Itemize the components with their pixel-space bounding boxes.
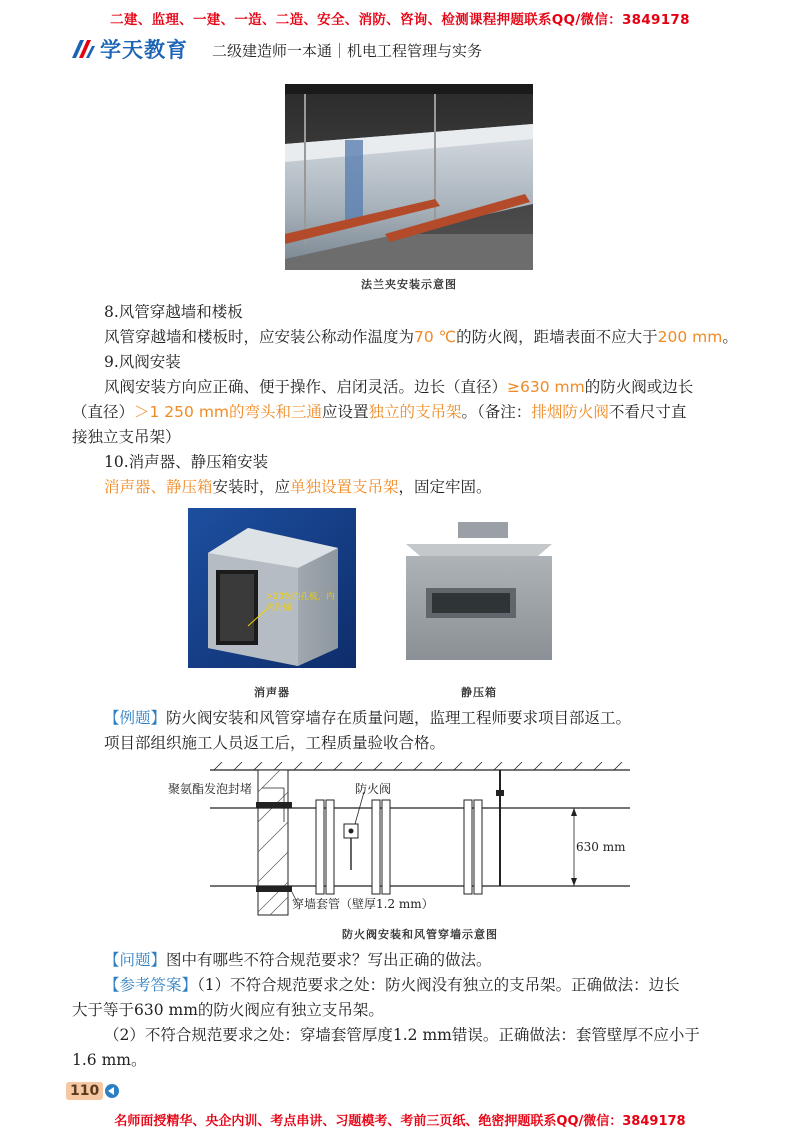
s9-l2-c: 。（备注： — [461, 403, 532, 421]
flange-clamp-photo — [285, 84, 533, 270]
top-banner: 二建、监理、一建、一造、二造、安全、消防、咨询、检测课程押题联系QQ/微信：3849178 — [110, 12, 690, 28]
question-line — [104, 948, 744, 973]
s9-l1-a: 风阀安装方向应正确、便于操作、启闭灵活。边长（直径） — [104, 378, 508, 396]
section-8-title: 8.风管穿越墙和楼板 — [104, 303, 243, 321]
silencer-label: >20%的孔板，内夹岩棉 — [266, 592, 335, 613]
question-tag: 【问题】 — [104, 951, 167, 969]
plenum-box-photo — [398, 520, 560, 664]
section-9-line2 — [72, 400, 722, 425]
s9-l2-b: 应设置 — [322, 403, 369, 421]
answer-line3: （2）不符合规范要求之处：穿墙套管厚度1.2 mm错误。正确做法：套管壁厚不应小于 — [104, 1026, 700, 1044]
s8-text-c: 。 — [722, 328, 738, 346]
s8-highlight-distance: 200 mm — [657, 328, 723, 346]
section-9-title: 9.风阀安装 — [104, 353, 181, 371]
answer-line1 — [104, 973, 744, 998]
s8-text-a: 风管穿越墙和楼板时，应安装公称动作温度为 — [104, 328, 415, 346]
example-text-1: 防火阀安装和风管穿墙存在质量问题，监理工程师要求项目部返工。 — [166, 709, 632, 727]
question-text: 图中有哪些不符合规范要求？写出正确的做法。 — [166, 951, 492, 969]
logo-mark-icon — [70, 38, 96, 60]
s10-hl2: 单独设置支吊架 — [290, 478, 399, 496]
answer1-a: （1）不符合规范要求之处：防火阀没有独立的支吊架。正确做法：边长 — [197, 976, 680, 994]
label-630mm: 630 mm — [576, 840, 626, 854]
example-tag: 【例题】 — [104, 709, 167, 727]
s9-l1-b: 的防火阀或边长 — [584, 378, 694, 396]
silencer-photo — [188, 508, 356, 668]
diagram-caption: 防火阀安装和风管穿墙示意图 — [342, 928, 498, 941]
answer-line2: 大于等于630 mm的防火阀应有独立支吊架。 — [72, 1001, 384, 1019]
plenum-caption: 静压箱 — [461, 686, 497, 699]
section-10-title: 10.消声器、静压箱安装 — [104, 453, 269, 471]
page-arrow-icon — [105, 1084, 119, 1098]
label-wall-sleeve: 穿墙套管（壁厚1.2 mm） — [292, 897, 434, 911]
publisher-logo — [70, 36, 188, 62]
s10-hl1: 消声器、静压箱 — [104, 478, 213, 496]
page-number-text: 110 — [66, 1082, 103, 1100]
s9-l2-a: （直径） — [72, 403, 135, 421]
label-fire-damper: 防火阀 — [355, 782, 392, 796]
bottom-banner: 名师面授精华、央企内训、考点串讲、习题模考、考前三页纸、绝密押题联系QQ/微信：3849178 — [114, 1114, 686, 1129]
s8-highlight-temp: 70 ℃ — [414, 328, 457, 346]
section-9-line1 — [104, 375, 744, 400]
section-9-line3: 接独立支吊架） — [72, 428, 181, 446]
s9-l1-hl: ≥630 mm — [507, 378, 585, 396]
logo-text: 学天教育 — [100, 38, 188, 62]
page-number — [66, 1082, 119, 1100]
answer-tag: 【参考答案】 — [104, 976, 198, 994]
s9-l2-hl3: 排烟防火阀 — [531, 403, 609, 421]
flange-caption: 法兰夹安装示意图 — [361, 278, 457, 291]
s9-l2-hl2: 独立的支吊架 — [368, 403, 462, 421]
silencer-caption: 消声器 — [254, 686, 290, 699]
label-foam-seal: 聚氨酯发泡封堵 — [168, 782, 253, 796]
section-8-text — [104, 325, 744, 350]
s10-text-a: 安装时，应 — [212, 478, 291, 496]
example-line2: 项目部组织施工人员返工后，工程质量验收合格。 — [104, 734, 446, 752]
s9-l2-d: 不看尺寸直 — [608, 403, 687, 421]
example-line1 — [104, 706, 744, 731]
s8-text-b: 的防火阀，距墙表面不应大于 — [456, 328, 658, 346]
book-title: 二级建造师一本通｜机电工程管理与实务 — [212, 42, 483, 60]
section-10-text — [104, 475, 744, 500]
s10-text-b: ，固定牢固。 — [398, 478, 492, 496]
s9-l2-hl1: ＞1 250 mm的弯头和三通 — [134, 403, 323, 421]
answer-line4: 1.6 mm。 — [72, 1051, 147, 1069]
